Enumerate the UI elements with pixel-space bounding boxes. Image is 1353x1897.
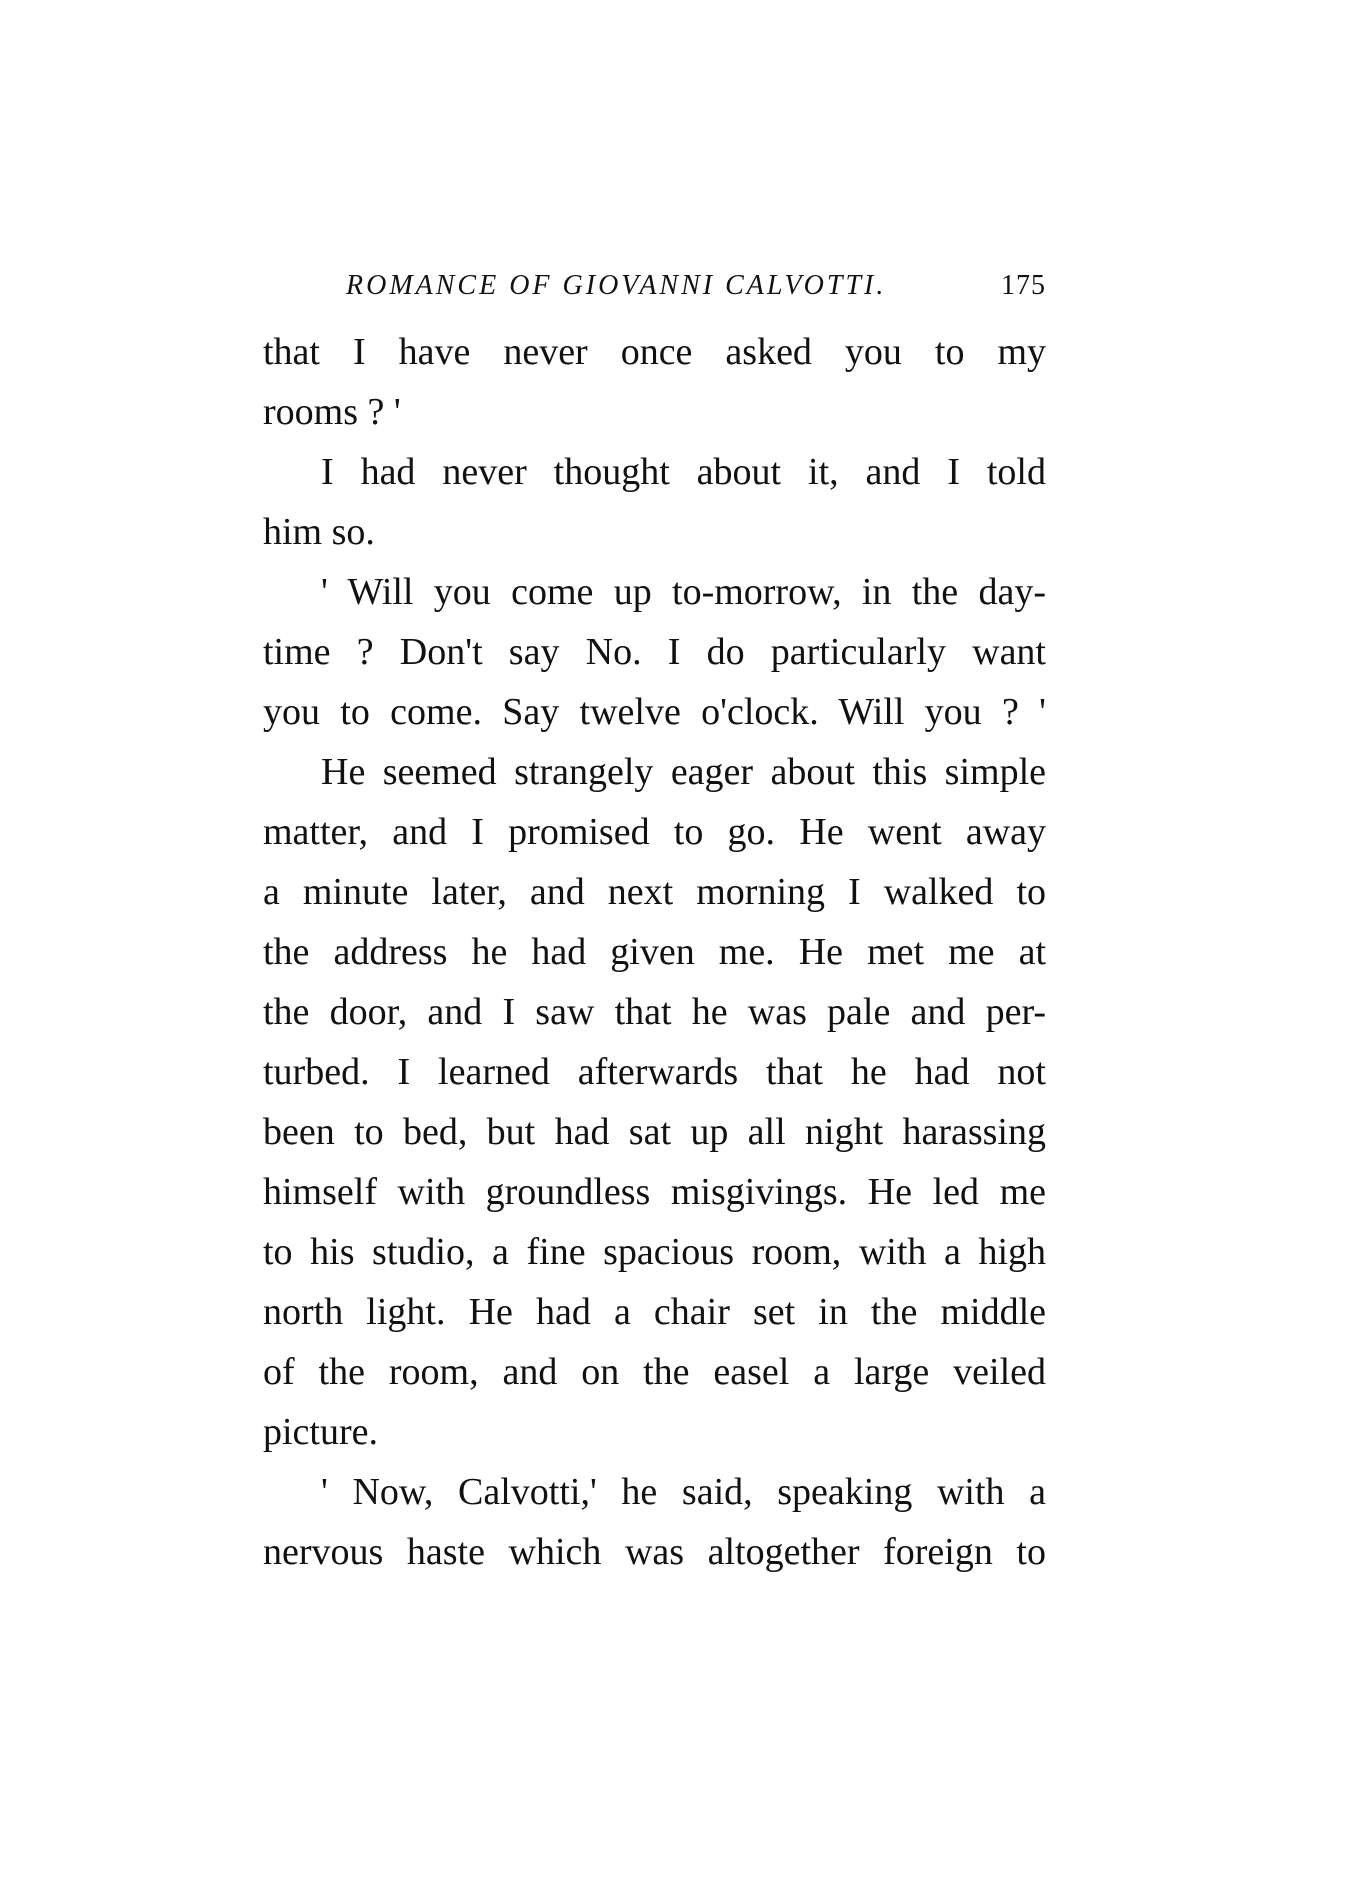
body-text	[263, 322, 1046, 1582]
text-line: you to come. Say twelve o'clock. Will you ? '	[263, 691, 1046, 733]
text-line: I had never thought about it, and I told	[321, 451, 1046, 493]
text-line: the address he had given me. He met me at	[263, 931, 1046, 973]
text-line: been to bed, but had sat up all night harassing	[263, 1111, 1046, 1153]
text-line: turbed. I learned afterwards that he had not	[263, 1051, 1046, 1093]
text-line: him so.	[263, 511, 375, 553]
text-line: north light. He had a chair set in the middle	[263, 1291, 1046, 1333]
text-line: matter, and I promised to go. He went away	[263, 811, 1046, 853]
text-line: to his studio, a fine spacious room, with a high	[263, 1231, 1046, 1273]
text-line: himself with groundless misgivings. He led me	[263, 1171, 1046, 1213]
text-line: time ? Don't say No. I do particularly want	[263, 631, 1046, 673]
text-line: the door, and I saw that he was pale and per-	[263, 991, 1046, 1033]
text-line: of the room, and on the easel a large veiled	[263, 1351, 1046, 1393]
text-line: a minute later, and next morning I walked to	[263, 871, 1046, 913]
text-line: nervous haste which was altogether foreign to	[263, 1531, 1046, 1573]
text-line: ' Now, Calvotti,' he said, speaking with a	[321, 1471, 1046, 1513]
text-line: rooms ? '	[263, 391, 401, 433]
page-number: 175	[1001, 270, 1046, 301]
text-line: picture.	[263, 1411, 379, 1453]
text-line: He seemed strangely eager about this simple	[321, 751, 1046, 793]
text-line: ' Will you come up to-morrow, in the day-	[321, 571, 1046, 613]
running-title: ROMANCE OF GIOVANNI CALVOTTI.	[346, 270, 887, 301]
text-line: that I have never once asked you to my	[263, 331, 1046, 373]
page-header	[346, 270, 1046, 310]
